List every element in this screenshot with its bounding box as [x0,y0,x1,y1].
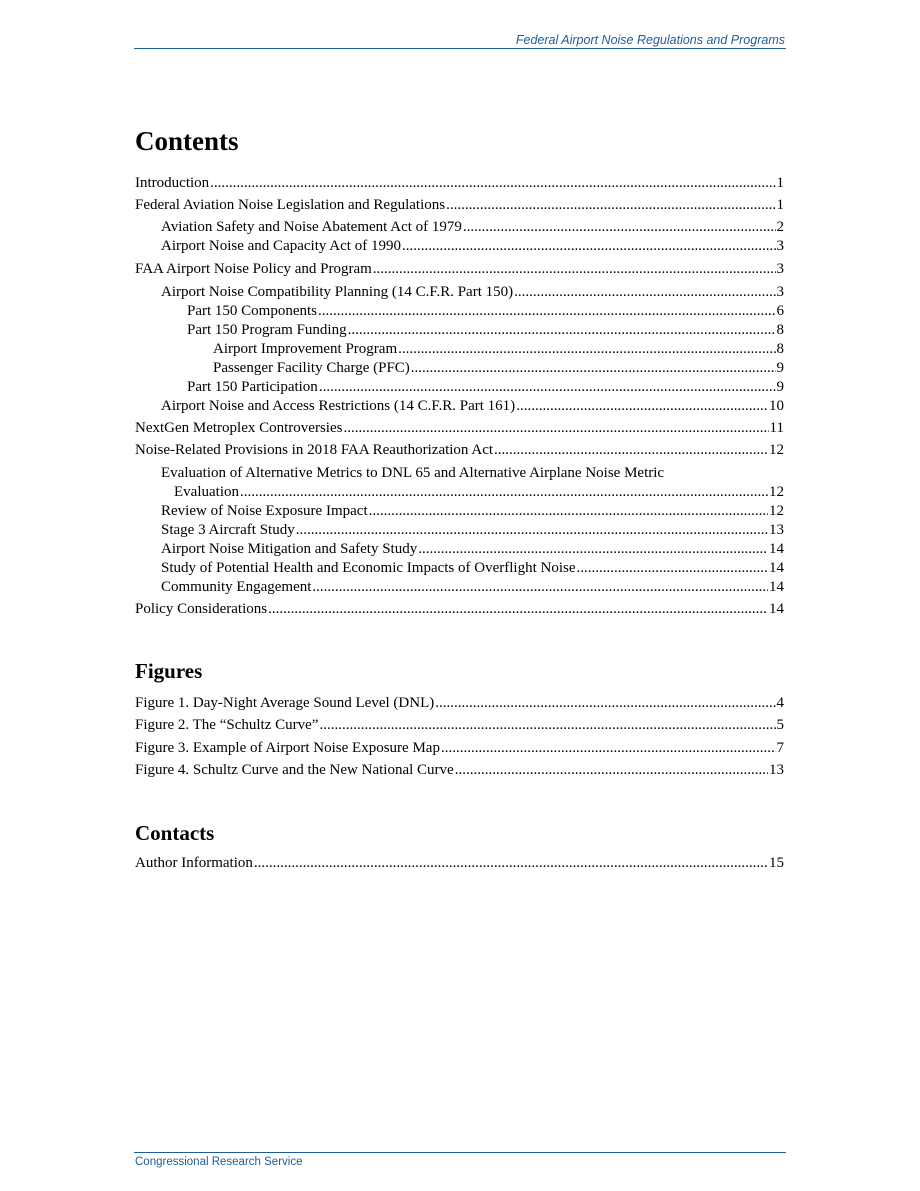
figures-heading: Figures [135,659,203,683]
toc-entry-alternative-metrics[interactable]: Evaluation of Alternative Metrics to DNL 65 and Alternative Airplane Noise Metric Evaluation ..... 12 [161,465,784,501]
toc-entry-health-economic-study[interactable]: Study of Potential Health and Economic Impacts of Overflight Noise ..... 14 [161,560,784,577]
running-title: Federal Airport Noise Regulations and Programs [515,33,785,47]
toc-entry-part-150-participation[interactable]: Part 150 Participation ..... 9 [187,379,784,396]
toc-entry-part-150[interactable]: Airport Noise Compatibility Planning (14 C.F.R. Part 150) ..... 3 [161,284,784,301]
toc-entry-part-161[interactable]: Airport Noise and Access Restrictions (14 C.F.R. Part 161) ..... 10 [161,398,784,415]
contents-heading: Contents [135,126,239,156]
toc-entry-2018-reauthorization[interactable]: Noise-Related Provisions in 2018 FAA Reauthorization Act ..... 12 [135,442,784,459]
figure-entry-4[interactable]: Figure 4. Schultz Curve and the New National Curve ..... 13 [135,762,784,779]
contacts-heading: Contacts [135,821,215,845]
figure-entry-1[interactable]: Figure 1. Day-Night Average Sound Level (DNL) ..... 4 [135,695,784,712]
toc-entry-nextgen-metroplex[interactable]: NextGen Metroplex Controversies ..... 11 [135,420,784,437]
running-header [134,30,786,49]
toc-entry-community-engagement[interactable]: Community Engagement ..... 14 [161,579,784,596]
toc-entry-part-150-components[interactable]: Part 150 Components ..... 6 [187,303,784,320]
toc-entry-introduction[interactable]: Introduction ..... 1 [135,175,784,192]
toc-entry-line-1: Evaluation of Alternative Metrics to DNL 65 and Alternative Airplane Noise Metric [161,465,665,481]
toc-entry-federal-legislation[interactable]: Federal Aviation Noise Legislation and Regulations ..... 1 [135,197,784,214]
toc-entry-asnaa-1979[interactable]: Aviation Safety and Noise Abatement Act of 1979 ..... 2 [161,219,784,236]
toc-entry-policy-considerations[interactable]: Policy Considerations ..... 14 [135,601,784,618]
toc-entry-pfc[interactable]: Passenger Facility Charge (PFC) ..... 9 [213,360,784,377]
page-footer [134,1152,786,1168]
toc-entry-part-150-funding[interactable]: Part 150 Program Funding ..... 8 [187,322,784,339]
figure-entry-2[interactable]: Figure 2. The “Schultz Curve” ..... 5 [135,717,784,734]
contact-entry-author-information[interactable]: Author Information ..... 15 [135,855,784,872]
toc-entry-stage-3-study[interactable]: Stage 3 Aircraft Study ..... 13 [161,522,784,539]
toc-entry-aip[interactable]: Airport Improvement Program ..... 8 [213,341,784,358]
toc-entry-anca-1990[interactable]: Airport Noise and Capacity Act of 1990 ..... 3 [161,238,784,255]
figure-entry-3[interactable]: Figure 3. Example of Airport Noise Exposure Map ..... 7 [135,740,784,757]
toc-entry-faa-policy[interactable]: FAA Airport Noise Policy and Program ..... 3 [135,261,784,278]
toc-entry-noise-exposure-impact[interactable]: Review of Noise Exposure Impact ..... 12 [161,503,784,520]
toc-entry-mitigation-safety-study[interactable]: Airport Noise Mitigation and Safety Study ..... 14 [161,541,784,558]
footer-organization: Congressional Research Service [135,1156,303,1168]
